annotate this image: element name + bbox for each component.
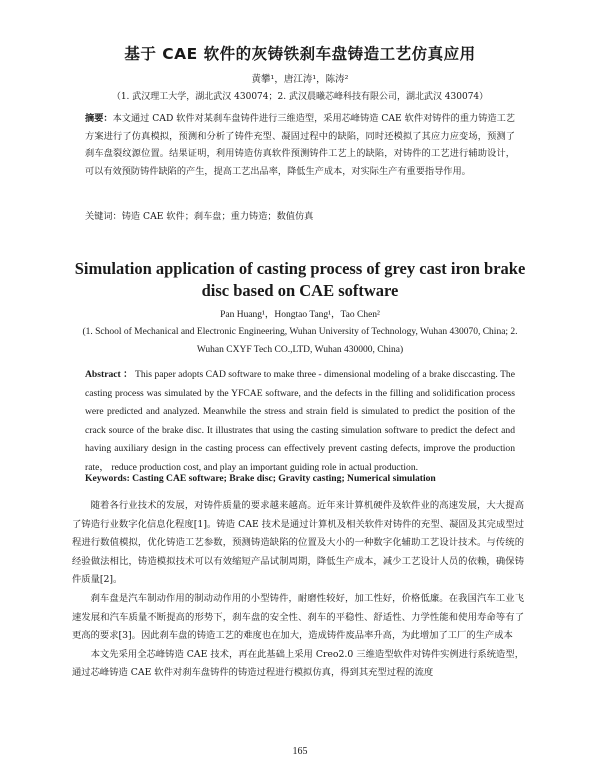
body-paragraph-2: 刹车盘是汽车制动作用的制动动作用的小型铸件，耐磨性较好，加工性好，价格低廉。在我国汽车工业飞速发展和汽车质量不断提高的形势下，刹车盘的安全性、刹车的平稳性、舒适性、力学性能和使用寿命等有了更高的要求[3]。因此刹车盘的铸造工艺的难度也在加大，造成铸件废品率升高，为此增加了工厂的生产成本: [72, 592, 524, 642]
body-text: [72, 497, 524, 683]
english-abstract-text: This paper adopts CAD software to make three - dimensional modeling of a brake disccasting. The casting process was simulated by the YFCAE software, and the defects in the filling and solidification process were predicted and analyzed. Meanwhile the stress and strain field is simulated to predict the position of the crack source of the brake disc. It illustrates that using the casting simulation software to predict the defect and having auxiliary design in the casting process can effectively prevent casting defects, improve the production rate， reduce production cost, and play an important guiding role in actual production.: [85, 369, 515, 473]
chinese-abstract: [85, 110, 515, 180]
page-number: 165: [292, 746, 308, 757]
english-abstract: [85, 366, 515, 477]
chinese-keywords: [85, 208, 515, 222]
chinese-authors: 黄攀¹，唐江涛¹，陈涛²: [251, 74, 349, 85]
chinese-abstract-label: 摘要：: [85, 113, 113, 124]
chinese-abstract-text: 本文通过 CAD 软件对某刹车盘铸件进行三维造型，采用芯峰铸造 CAE 软件对铸件的重力铸造工艺方案进行了仿真模拟，预测和分析了铸件充型、凝固过程中的缺陷，同时还模拟了其应力应变场，预测了刹车盘裂纹源位置。结果证明，利用铸造仿真软件预测铸件工艺上的缺陷，对铸件的工艺进行辅助设计，可以有效预防铸件缺陷的产生，提高工艺出品率，降低生产成本，对实际生产有重要指导作用。: [85, 113, 515, 177]
english-keywords: [85, 473, 515, 484]
english-affiliation: (1. School of Mechanical and Electronic Engineering, Wuhan University of Technology, Wuhan 430070, China; 2. Wuhan CXYF Tech CO.,LTD, Wuhan 430000, China): [82, 327, 518, 355]
body-paragraph-1: 随着各行业技术的发展，对铸件质量的要求越来越高。近年来计算机硬件及软件业的高速发展，大大提高了铸造行业数字化信息化程度[1]。铸造 CAE 技术是通过计算机及相关软件对铸件的充型、凝固及其完成型过程进行数值模拟，优化铸造工艺参数，预测铸造缺陷的位置及大小的一种数字化辅助工艺设计技术。与传统的经验做法相比，铸造模拟技术可以有效缩短产品试制周期，降低生产成本，减少工艺设计人员的依赖，确保铸件质量[2]。: [72, 500, 524, 586]
english-keywords-text: Casting CAE software; Brake disc; Gravity casting; Numerical simulation: [132, 473, 436, 484]
chinese-keywords-text: 铸造 CAE 软件；刹车盘；重力铸造；数值仿真: [121, 211, 314, 222]
chinese-title: 基于 CAE 软件的灰铸铁刹车盘铸造工艺仿真应用: [124, 45, 476, 63]
body-paragraph-3: 本文先采用全芯峰铸造 CAE 技术，再在此基础上采用 Creo2.0 三维造型软件对铸件实例进行系统造型，通过芯峰铸造 CAE 软件对刹车盘铸件的铸造过程进行模拟仿真，得到其充型过程的流度: [72, 648, 524, 679]
english-abstract-label: Abstract ：: [85, 369, 133, 380]
english-title: Simulation application of casting process of grey cast iron brake disc based on CAE software: [74, 259, 526, 300]
english-keywords-label: Keywords:: [85, 473, 130, 484]
english-authors: Pan Huang¹，Hongtao Tang¹，Tao Chen²: [220, 310, 380, 320]
chinese-affiliation: （1. 武汉理工大学，湖北武汉 430074；2. 武汉晨曦芯峰科技有限公司，湖北武汉 430074）: [111, 92, 489, 102]
chinese-keywords-label: 关键词：: [85, 211, 122, 222]
